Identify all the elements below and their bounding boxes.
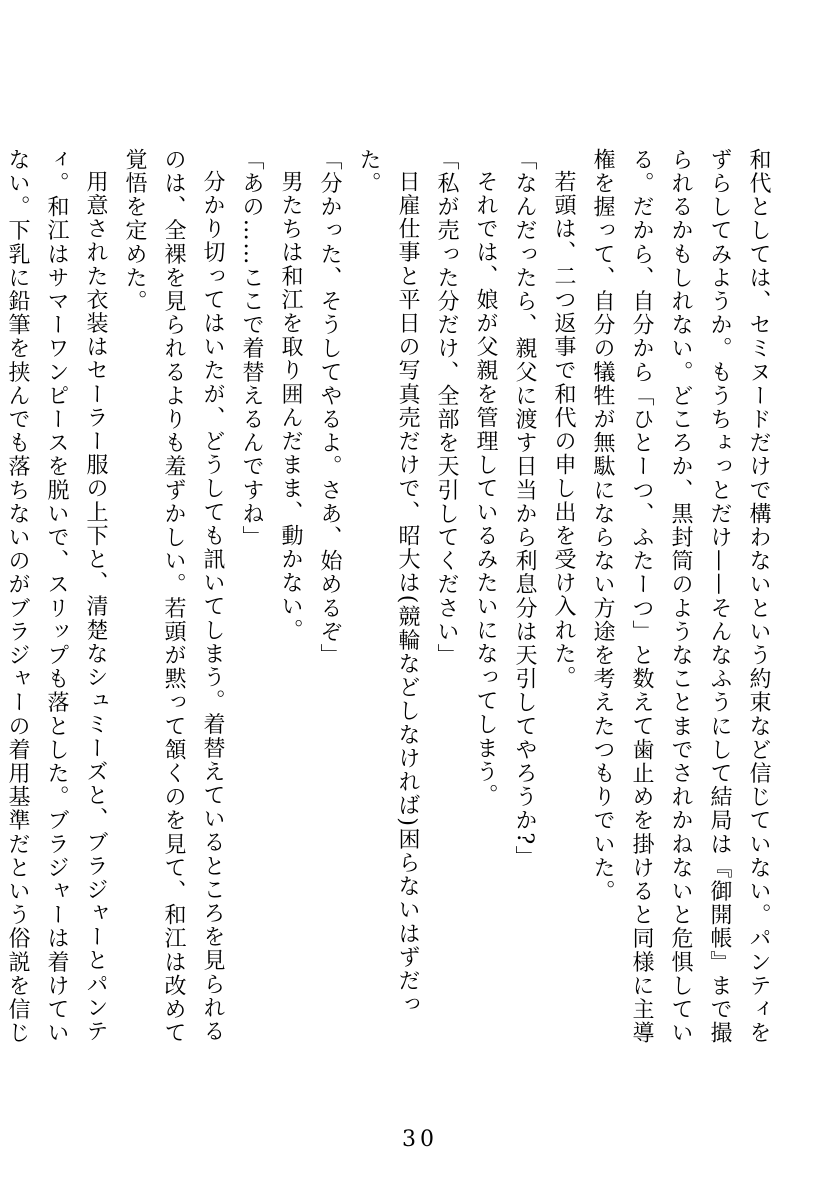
paragraph: 若頭は、二つ返事で和代の申し出を受け入れた。 [551, 170, 576, 690]
dialogue-line: 「私が売った分だけ、全部を天引してください」 [434, 148, 459, 668]
paragraph: 用意された衣装はセーラー服の上下と、清楚なシュミーズと、ブラジャーとパンティ。和江はサマーワンピースを脱いで、スリップも落とした。ブラジャーは着けていない。下乳に鉛筆を挟んでも落ちないのがブラジャーの着用基準だという俗説を信じ [5, 148, 108, 1045]
dialogue-line: 「なんだったら、親父に渡す日当から利息分は天引してやろうか?」 [512, 148, 537, 870]
page-number: 30 [402, 1127, 438, 1152]
vertical-body-text [5, 148, 778, 1048]
paragraph: 日雇仕事と平日の写真売だけで、昭大は(競輪などしなければ)困らないはずだった。 [356, 148, 420, 1017]
dialogue-line: 「分かった、そうしてやるよ。さあ、始めるぞ」 [317, 148, 342, 668]
paragraph: それでは、娘が父親を管理しているみたいになってしまう。 [473, 170, 498, 808]
dialogue-line: 「あの……ここで着替えるんですね」 [239, 148, 264, 550]
paragraph: 男たちは和江を取り囲んだまま、動かない。 [278, 170, 303, 642]
paragraph: 和代としては、セミヌードだけで構わないという約束など信じていない。パンティをずらしてみようか。もうちょっとだけ——そんなふうにして結局は『御開帳』まで撮られるかもしれない。どころか、黒封筒のようなことまでされかねないと危惧している。だから、自分から「ひとーつ、ふたーつ」と数えて歯止めを掛けると同様に主導権を握って、自分の犠牲が無駄にならない方途を考えたつもりでいた。 [590, 148, 771, 1045]
paragraph: 分かり切ってはいたが、どうしても訊いてしまう。着替えているところを見られるのは、全裸を見られるよりも羞ずかしい。若頭が黙って頷くのを見て、和江は改めて覚悟を定めた。 [122, 148, 225, 1045]
